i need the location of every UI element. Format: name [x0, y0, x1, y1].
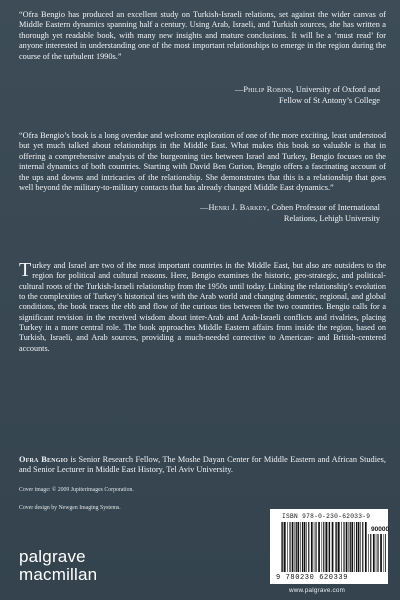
isbn-barcode [270, 509, 388, 584]
price-code: 90000 [371, 526, 390, 533]
description-text: urkey and Israel are two of the most important countries in the Middle East, but also are outsiders to the region for political and cultural reasons. Here, Bengio examines the historic, geo-strategic, and political-cultural roots of the Turkish-Israeli relationship from the 1950s until today. Linking the relationship’s evolution to the complexities of Turkey’s historical ties with the Arab world and changing domestic, regional, and global conditions, the book traces the ebb and flow of the curious ties between the two countries. Bengio calls for a significant revision in the received wisdom about inter-Arab and Arab-Israeli conflicts and rivalries, placing Turkey in a more central role. The book approaches Middle Eastern affairs from inside the region, based on Turkish, Israeli, and Arab sources, providing a much-needed corrective to American- and British-centered accounts. [19, 261, 386, 353]
isbn-number: 9 780230 620339 [276, 574, 349, 582]
reviewer-affiliation: Relations, Lehigh University [283, 213, 380, 223]
publisher-website[interactable]: www.palgrave.com [289, 587, 346, 594]
drop-cap: T [19, 259, 32, 281]
isbn-label: ISBN 978-0-230-62033-9 [282, 513, 371, 520]
reviewer-affiliation: Fellow of St Antony’s College [279, 95, 380, 105]
price-barcode-bars [368, 534, 386, 572]
publisher-logo [19, 548, 97, 583]
reviewer-name: —Henri J. Barkey, [199, 203, 270, 212]
book-description [19, 261, 386, 354]
publisher-logo-line2: macmillan [19, 565, 98, 584]
review-attribution-2 [200, 203, 380, 225]
reviewer-affiliation: University of Oxford and [295, 85, 380, 94]
review-attribution-1 [235, 85, 380, 107]
cover-design-credit: Cover design by Newgen Imaging Systems. [19, 505, 121, 511]
review-quote-1: “Ofra Bengio has produced an excellent study on Turkish-Israeli relations, set against the wider canvas of Middle Eastern dynamics spanning half a century. Using Arab, Israeli, and Turkish sources, she has written a thorough yet readable book, with many new insights and mature conclusions. It will be a ‘must read’ for anyone interested in understanding one of the most important relationships to emerge in the region during the course of the turbulent 1990s.” [19, 10, 386, 61]
ean-barcode-bars [281, 522, 367, 572]
reviewer-name: —Philip Robins, [234, 85, 294, 94]
author-bio-text: is Senior Research Fellow, The Moshe Dayan Center for Middle Eastern and African Studies, and Senior Lecturer in Middle East History, Tel Aviv University. [19, 455, 386, 475]
reviewer-affiliation: Cohen Professor of International [271, 203, 380, 212]
author-name: Ofra Bengio [19, 455, 69, 464]
author-bio [19, 455, 386, 476]
cover-image-credit: Cover image: © 2009 Jupiterimages Corporation. [19, 487, 134, 493]
publisher-logo-line1: palgrave [19, 547, 86, 566]
review-quote-2: “Ofra Bengio’s book is a long overdue and welcome exploration of one of the more exciting, least understood but yet much talked about relationships in the Middle East. What makes this book so valuable is that in offering a comprehensive analysis of the burgeoning ties between Israel and Turkey, Bengio focuses on the internal dynamics of both countries. Starting with David Ben Gurion, Bengio offers a fascinating account of the ups and downs and intricacies of the relationship. She demonstrates that this is a relationship that goes well beyond the military-to-military contacts that has already changed Middle East dynamics.” [19, 131, 386, 193]
